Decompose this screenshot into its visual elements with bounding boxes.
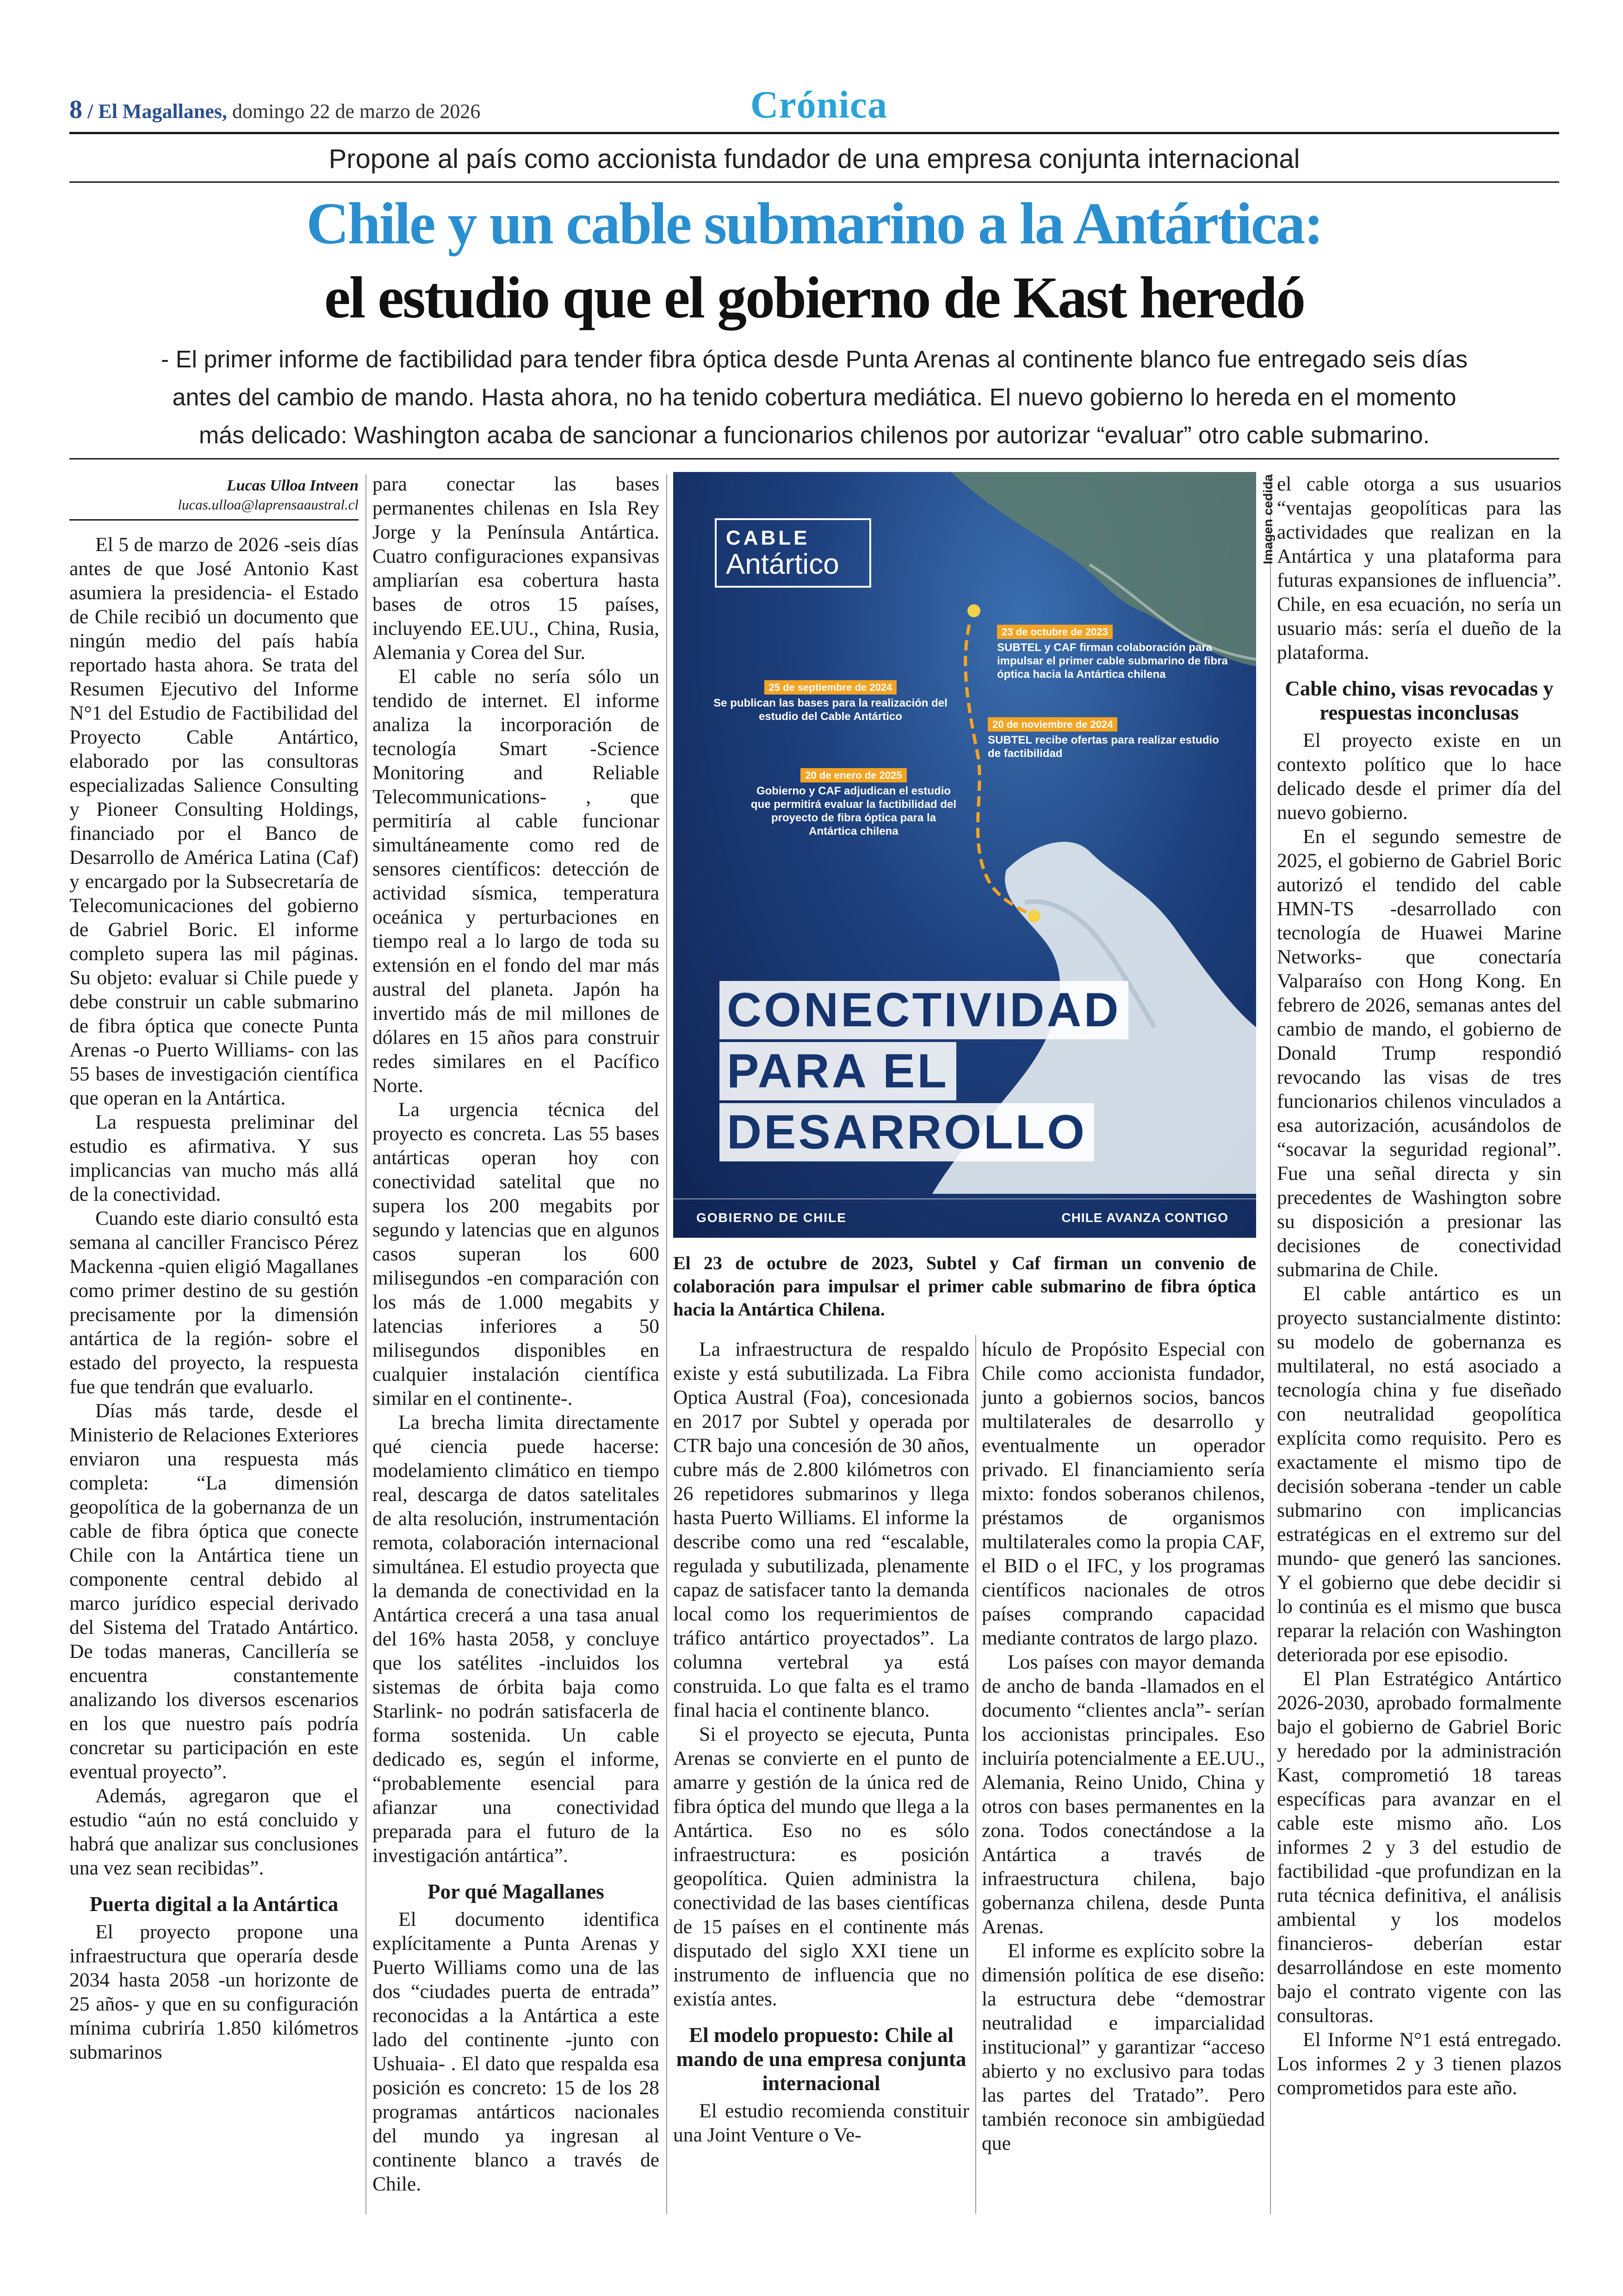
section-title: Crónica: [750, 83, 888, 126]
paragraph: Si el proyecto se ejecuta, Punta Arenas se convierte en el punto de amarre y gestión de la única red de fibra óptica del mundo que llega a la Antártica. Eso no es sólo infraestructura: es posición geopolítica. Quien administra la conectividad de las bases científicas de 15 países en el continente más disputado del siglo XXI tiene un instrumento de influencia que no existía antes.: [673, 1723, 969, 2010]
event-date: 23 de octubre de 2023: [997, 625, 1113, 639]
paragraph: El Informe N°1 está entregado. Los informes 2 y 3 tienen plazos comprometidos para este año.: [1277, 2029, 1561, 2099]
event-text: Gobierno y CAF adjudican el estudio que permitirá evaluar la factibilidad del proyecto de fibra óptica para la Antártica chilena: [750, 785, 957, 838]
subheading: Puerta digital a la Antártica: [89, 1893, 339, 1916]
issue-date: domingo 22 de marzo de 2026: [232, 100, 481, 123]
paper-name: El Magallanes,: [98, 100, 227, 123]
timeline-event-4: [747, 768, 960, 838]
headline-line-2: el estudio que el gobierno de Kast heredó: [324, 265, 1305, 330]
column-divider: [975, 1335, 976, 2214]
image-credit: Imagen cedida: [1261, 474, 1275, 565]
graphic-title-line: CONECTIVIDAD: [719, 981, 1128, 1039]
cable-antartico-logo: [715, 518, 871, 588]
graphic-title: [719, 981, 1128, 1164]
paragraph: El proyecto propone una infraestructura que operaría desde 2034 hasta 2058 -un horizonte de 25 años- y que en su configuración mínima cubriría 1.850 kilómetros submarinos: [69, 1921, 359, 2063]
gobierno-logo: GOBIERNO DE CHILE: [696, 1210, 847, 1225]
header-rule: [69, 132, 1559, 134]
timeline-event-2: [710, 680, 951, 723]
kicker: Propone al país como accionista fundador de una empresa conjunta internacional: [328, 144, 1300, 174]
graphic-title-line: PARA EL: [719, 1042, 956, 1100]
column-2: [372, 472, 659, 2196]
folio: [69, 95, 480, 124]
subheading: Por qué Magallanes: [427, 1880, 604, 1903]
paragraph: El documento identifica explícitamente a Punta Arenas y Puerto Williams como una de las dos “ciudades puerta de entrada” reconocidas a la Antártica a este lado del continente -junto con Ushuaia- . El dato que respalda esa posición es concreto: 15 de los 28 programas antárticos nacionales del mundo ya ingresan al continente blanco a través de Chile.: [372, 1908, 659, 2195]
event-text: SUBTEL recibe ofertas para realizar estudio de factibilidad: [988, 734, 1219, 760]
column-5: [1277, 472, 1561, 2100]
paragraph: En el segundo semestre de 2025, el gobierno de Gabriel Boric autorizó el tendido del cable HMN-TS -desarrollado con tecnología de Huawei Marine Networks- que conectaría Valparaíso con Hong Kong. En febrero de 2026, semanas antes del cambio de mando, el gobierno de Donald Trump respondió revocando las visas de tres funcionarios chilenos vinculados a esa autorización, acusándolos de “socavar la seguridad regional”. Fue una señal directa y sin precedentes de Washington sobre su disposición a presionar las decisiones de conectividad submarina de Chile.: [1277, 825, 1561, 1281]
folio-separator: /: [87, 100, 93, 123]
paragraph: el cable otorga a sus usuarios “ventajas geopolíticas para las actividades que realizan en la Antártica y una plataforma para futuras expansiones de influencia”. Chile, en esa ecuación, no sería un usuario más: sería el dueño de la plataforma.: [1277, 473, 1561, 664]
slogan: CHILE AVANZA CONTIGO: [1061, 1210, 1228, 1225]
paragraph: Días más tarde, desde el Ministerio de Relaciones Exteriores enviaron una respuesta más completa: “La dimensión geopolítica de la gobernanza de un cable de fibra óptica que conecte Chile con la Antártica tiene un componente central debido al marco jurídico especial derivado del Sistema del Tratado Antártico. De todas maneras, Cancillería se encuentra constantemente analizando los diversos escenarios en los que nuestro país podría concretar su participación en este eventual proyecto”.: [69, 1400, 359, 1783]
kicker-rule: [69, 181, 1559, 183]
punta-arenas-marker-icon: [967, 604, 980, 617]
headline-line-1: Chile y un cable submarino a la Antártica:: [306, 191, 1322, 256]
paragraph: hículo de Propósito Especial con Chile como accionista fundador, junto a gobiernos socios, bancos multilaterales de desarrollo y eventualmente un operador privado. El financiamiento sería mixto: fondos soberanos chilenos, préstamos de organismos multilaterales como la propia CAF, el BID o el IFC, y los programas científicos nacionales de otros países comprando capacidad mediante contratos de largo plazo.: [982, 1338, 1265, 1649]
event-text: SUBTEL y CAF firman colaboración para impulsar el primer cable submarino de fibra óptica hacia la Antártica chilena: [997, 641, 1228, 681]
timeline-event-3: [988, 717, 1219, 760]
event-date: 20 de noviembre de 2024: [988, 717, 1117, 732]
author: Lucas Ulloa Intveen: [226, 477, 359, 494]
paragraph: El cable no sería sólo un tendido de internet. El informe analiza la incorporación de tecnología Smart -Science Monitoring and Reliable Telecommunications- , que permitiría al cable funcionar simultáneamente como red de sensores científicos: detección de actividad sísmica, temperatura oceánica y perturbaciones en tiempo real a lo largo de toda su extensión en el fondo del mar más austral del planeta. Japón ha invertido más de mil millones de dólares en 15 años para construir redes similares en el Pacífico Norte.: [372, 665, 659, 1097]
deck-line-2: antes del cambio de mando. Hasta ahora, no ha tenido cobertura mediática. El nuevo gobierno lo hereda en el momento: [172, 384, 1456, 411]
deck-line-3: más delicado: Washington acaba de sancionar a funcionarios chilenos por autorizar “evaluar” otro cable submarino.: [198, 422, 1430, 449]
deck: [116, 341, 1513, 454]
paragraph: La infraestructura de respaldo existe y está subutilizada. La Fibra Optica Austral (Foa), concesionada en 2017 por Subtel y operada por CTR bajo una concesión de 30 años, cubre más de 2.800 kilómetros con 26 repetidores submarinos y llega hasta Puerto Williams. El informe la describe como una red “escalable, regulada y subutilizada, plenamente capaz de satisfacer tanto la demanda local como los requerimientos de tráfico antártico proyectados”. La columna vertebral ya está construida. Lo que falta es el tramo final hacia el continente blanco.: [673, 1338, 969, 1721]
column-4: [982, 1337, 1265, 2155]
paragraph: El proyecto existe en un contexto político que lo hace delicado desde el primer día del nuevo gobierno.: [1277, 729, 1561, 824]
event-text: Se publican las bases para la realización del estudio del Cable Antártico: [713, 697, 948, 723]
logo-top: CABLE: [726, 527, 810, 549]
column-1: [69, 477, 359, 2064]
column-3: [673, 1337, 969, 2147]
paragraph: Cuando este diario consultó esta semana al canciller Francisco Pérez Mackenna -quien eligió Magallanes como primer destino de su gestión precisamente por la dimensión antártica de la región- sobre el estado del proyecto, la respuesta fue que tendrán que evaluarlo.: [69, 1207, 359, 1398]
paragraph: El Plan Estratégico Antártico 2026-2030, aprobado formalmente bajo el gobierno de Gabriel Boric y heredado por la administración Kast, comprometió 18 tareas específicas para avanzar en el cable este mismo año. Los informes 2 y 3 del estudio de factibilidad -que profundizan en la ruta técnica definitiva, el análisis ambiental y los modelos financieros- deberían estar desarrollándose en este momento bajo el contrato vigente con las consultoras.: [1277, 1668, 1561, 2027]
graphic-title-line: DESARROLLO: [719, 1103, 1094, 1161]
graphic-footer: [673, 1198, 1256, 1238]
author-email[interactable]: lucas.ulloa@laprensaaustral.cl: [69, 496, 359, 521]
deck-rule: [69, 458, 1559, 459]
deck-line-1: - El primer informe de factibilidad para tender fibra óptica desde Punta Arenas al continente blanco fue entregado seis días: [161, 346, 1468, 373]
paragraph: Además, agregaron que el estudio “aún no está concluido y habrá que analizar sus conclusiones una vez sean recibidas”.: [69, 1785, 359, 1879]
subheading: El modelo propuesto: Chile al mando de una empresa conjunta internacional: [676, 2023, 966, 2095]
paragraph: La urgencia técnica del proyecto es concreta. Las 55 bases antárticas operan hoy con conectividad satelital que no supera los 200 megabits por segundo y latencias que en algunos casos superan los 600 milisegundos -en comparación con los más de 1.000 megabits y latencias inferiores a 50 milisegundos disponibles en cualquier instalación científica similar en el continente-.: [372, 1098, 659, 1409]
logo-bottom: Antártico: [726, 548, 839, 580]
page-number: 8: [69, 95, 82, 124]
column-divider: [666, 474, 667, 2214]
event-date: 25 de septiembre de 2024: [764, 680, 897, 695]
paragraph: La respuesta preliminar del estudio es afirmativa. Y sus implicancias van mucho más allá de la conectividad.: [69, 1111, 359, 1205]
antarctica-marker-icon: [1028, 910, 1041, 923]
paragraph: El 5 de marzo de 2026 -seis días antes de que José Antonio Kast asumiera la presidencia- el Estado de Chile recibió un documento que ningún medio del país había reportado hasta ahora. Se trata del Resumen Ejecutivo del Informe N°1 del Estudio de Factibilidad del Proyecto Cable Antártico, elaborado por las consultoras especializadas Salience Consulting y Pioneer Consulting Holdings, financiado por el Banco de Desarrollo de América Latina (Caf) y encargado por la Subsecretaría de Telecomunicaciones del gobierno de Gabriel Boric. El informe completo supera las mil páginas. Su objeto: evaluar si Chile puede y debe construir un cable submarino de fibra óptica que conecte Punta Arenas -o Puerto Williams- con las 55 bases de investigación científica que operan en la Antártica.: [69, 534, 359, 1109]
cable-antartico-graphic: [673, 472, 1256, 1238]
subheading: Cable chino, visas revocadas y respuestas inconclusas: [1285, 677, 1554, 724]
column-divider: [365, 474, 366, 2214]
paragraph: El informe es explícito sobre la dimensión política de ese diseño: la estructura debe “demostrar neutralidad e imparcialidad institucional” y garantizar “acceso abierto y no exclusivo para todas las partes del Tratado”. Pero también reconoce sin ambigüedad que: [982, 1940, 1265, 2154]
paragraph: Los países con mayor demanda de ancho de banda -llamados en el documento “clientes ancla”- serían los accionistas principales. Eso incluiría potencialmente a EE.UU., Alemania, Reino Unido, China y otros con bases permanentes en la zona. Todos conectándose a la Antártica a través de infraestructura chilena, bajo gobernanza chilena, desde Punta Arenas.: [982, 1651, 1265, 1938]
paragraph: La brecha limita directamente qué ciencia puede hacerse: modelamiento climático en tiempo real, descarga de datos satelitales de alta resolución, instrumentación remota, colaboración internacional simultánea. El estudio proyecta que la demanda de conectividad en la Antártica crecerá a una tasa anual del 16% hasta 2058, y concluye que los satélites -incluidos los sistemas de órbita baja como Starlink- no podrán satisfacerla de forma sostenida. Un cable dedicado es, según el informe, “probablemente esencial para afianzar una conectividad preparada para el futuro de la investigación antártica”.: [372, 1411, 659, 1867]
column-divider: [1270, 474, 1271, 2214]
paragraph: para conectar las bases permanentes chilenas en Isla Rey Jorge y la Península Antártica. Cuatro configuraciones expansivas ampliarían esa cobertura hasta bases de otros 15 países, incluyendo EE.UU., China, Rusia, Alemania y Corea del Sur.: [372, 473, 659, 664]
paragraph: El cable antártico es un proyecto sustancialmente distinto: su modelo de gobernanza es multilateral, no está asociado a tecnología china y fue diseñado con neutralidad geopolítica explícita como requisito. Pero es exactamente el mismo tipo de decisión soberana -tender un cable submarino con implicancias estratégicas en el extremo sur del mundo- que generó las sanciones. Y el gobierno que debe decidir si lo continúa es el mismo que busca reparar la relación con Washington deteriorada por ese episodio.: [1277, 1283, 1561, 1666]
timeline-event-1: [997, 625, 1238, 681]
graphic-caption: El 23 de octubre de 2023, Subtel y Caf firman un convenio de colaboración para impulsar el primer cable submarino de fibra óptica hacia la Antártica Chilena.: [673, 1253, 1256, 1320]
paragraph: El estudio recomienda constituir una Joint Venture o Ve-: [673, 2100, 969, 2146]
event-date: 20 de enero de 2025: [800, 768, 906, 782]
